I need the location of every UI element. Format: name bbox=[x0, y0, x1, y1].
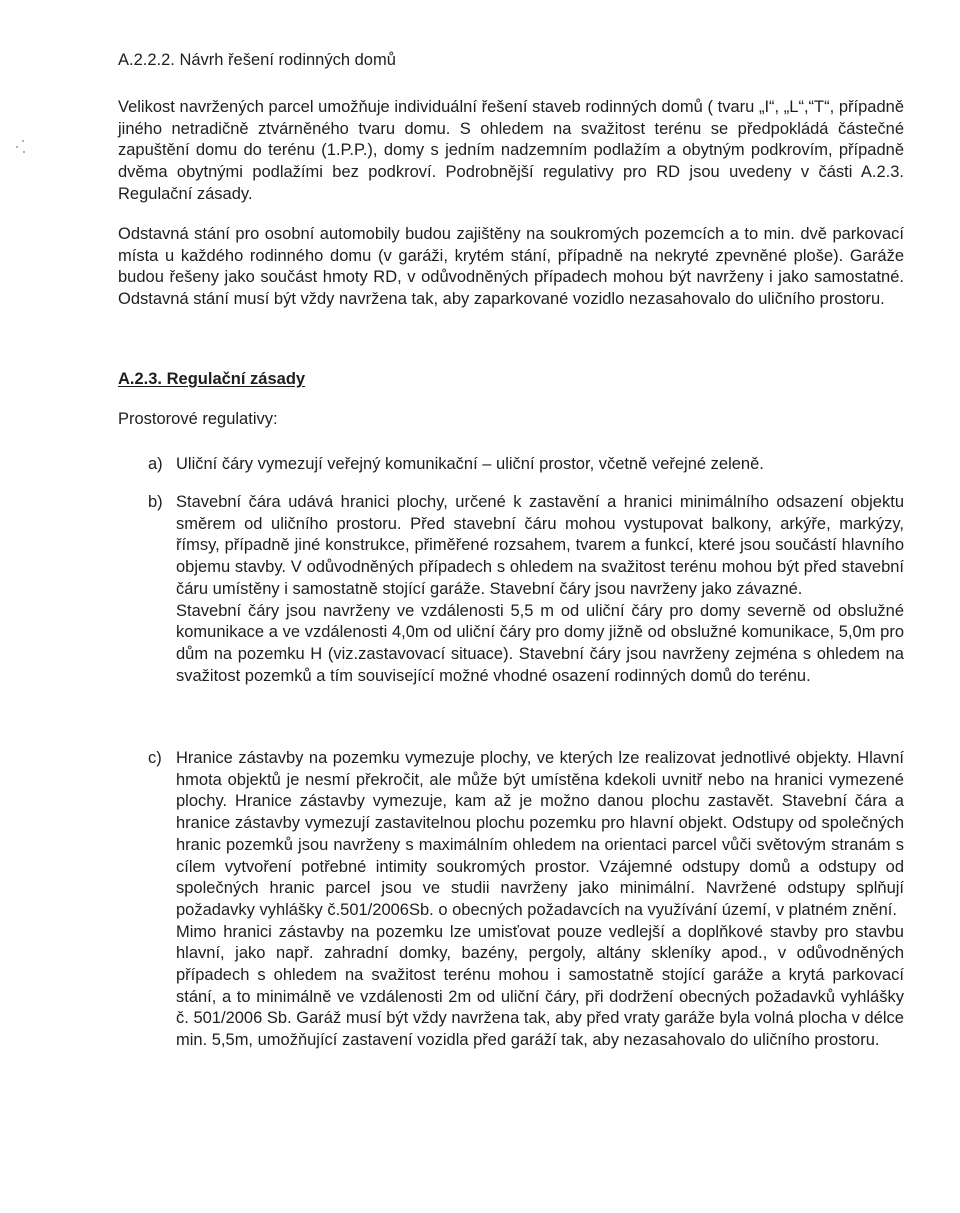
list-item-label: c) bbox=[148, 749, 162, 767]
list-item-label: b) bbox=[148, 493, 163, 511]
list-item-body bbox=[176, 492, 904, 687]
paragraph-parking: Odstavná stání pro osobní automobily budou zajištěny na soukromých pozemcích a to min. dvě parkovací místa u každého rodinného domu (v garáži, krytém stání, případně na nekryté zpevněné ploše). Garáže budou řešeny jako součást hmoty RD, v odůvodněných případech mohou být navrženy i jako samostatné. Odstavná stání musí být vždy navržena tak, aby zaparkované vozidlo nezasahovalo do uličního prostoru. bbox=[118, 225, 904, 309]
list-item-label: a) bbox=[148, 455, 163, 473]
list-item-paragraph: Mimo hranici zástavby na pozemku lze umisťovat pouze vedlejší a doplňkové stavby pro stavbu hlavní, jako např. zahradní domky, bazény, pergoly, altány skleníky apod., v odůvodněných případech s ohledem na svažitost terénu mohou i samostatně stojící garáže a krytá parkovací stání, a to minimálně ve vzdálenosti 2m od uliční čáry, při dodržení obecných požadavků vyhlášky č. 501/2006 Sb. Garáž musí být vždy navržena tak, aby před vraty garáže byla volná plocha v délce min. 5,5m, umožňující zastavení vozidla před garáží tak, aby nezasahovalo do uličního prostoru. bbox=[176, 922, 904, 1050]
subsection-heading: A.2.2.2. Návrh řešení rodinných domů bbox=[118, 51, 396, 69]
section-heading: A.2.3. Regulační zásady bbox=[118, 370, 306, 388]
list-item-paragraph: Stavební čára udává hranici plochy, určené k zastavění a hranici minimálního odsazení objektu směrem od uličního prostoru. Před stavební čáru mohou vystupovat balkony, arkýře, markýzy, římsy, případně jiné konstrukce, přiměřené rozsahem, tvarem a funkcí, které jsou součástí hlavního objemu stavby. V odůvodněných případech s ohledem na svažitost terénu mohou být před stavební čáru umístěny i samostatně stojící garáže. Stavební čáry jsou navrženy jako závazné. bbox=[176, 493, 904, 598]
list-item-body bbox=[176, 454, 904, 476]
scan-speck bbox=[16, 140, 26, 154]
list-item-paragraph: Uliční čáry vymezují veřejný komunikační – uliční prostor, včetně veřejné zeleně. bbox=[176, 455, 764, 473]
paragraph-house-design: Velikost navržených parcel umožňuje individuální řešení staveb rodinných domů ( tvaru „I“, „L“,“T“, případně jiného netradičně ztvárněného tvaru domu. S ohledem na svažitost terénu se předpokládá částečné zapuštění domu do terénu (1.P.P.), domy s jedním nadzemním podlažím a obytným podkrovím, případně dvěma obytnými podlažími bez podkroví. Podrobnější regulativy pro RD jsou uvedeny v části A.2.3. Regulační zásady. bbox=[118, 98, 904, 203]
list-item-paragraph: Hranice zástavby na pozemku vymezuje plochy, ve kterých lze realizovat jednotlivé objekty. Hlavní hmota objektů je nesmí překročit, ale může být umístěna kdekoli uvnitř nebo na hranici vymezené plochy. Hranice zástavby vymezuje, kam až je možno danou plochu zastavět. Stavební čára a hranice zástavby vymezují zastavitelnou plochu pozemku pro hlavní objekt. Odstupy od společných hranic pozemků jsou navrženy s maximálním ohledem na orientaci parcel vůči světovým stranám s cílem vytvoření potřebné intimity soukromých prostor. Vzájemné odstupy domů a odstupy od společných hranic parcel jsou ve studii navrženy jako minimální. Navržené odstupy splňují požadavky vyhlášky č.501/2006Sb. o obecných požadavcích na využívání území, v platném znění. bbox=[176, 749, 904, 919]
list-item-paragraph: Stavební čáry jsou navrženy ve vzdálenosti 5,5 m od uliční čáry pro domy severně od obslužné komunikace a ve vzdálenosti 4,0m od uliční čáry pro domy jižně od obslužné komunikace, 5,0m pro dům na pozemku H (viz.zastavovací situace). Stavební čáry jsou navrženy zejména s ohledem na svažitost pozemků a tím související možné vhodné osazení rodinných domů do terénu. bbox=[176, 601, 904, 685]
section-intro: Prostorové regulativy: bbox=[118, 410, 278, 428]
list-item-body bbox=[176, 748, 904, 1052]
